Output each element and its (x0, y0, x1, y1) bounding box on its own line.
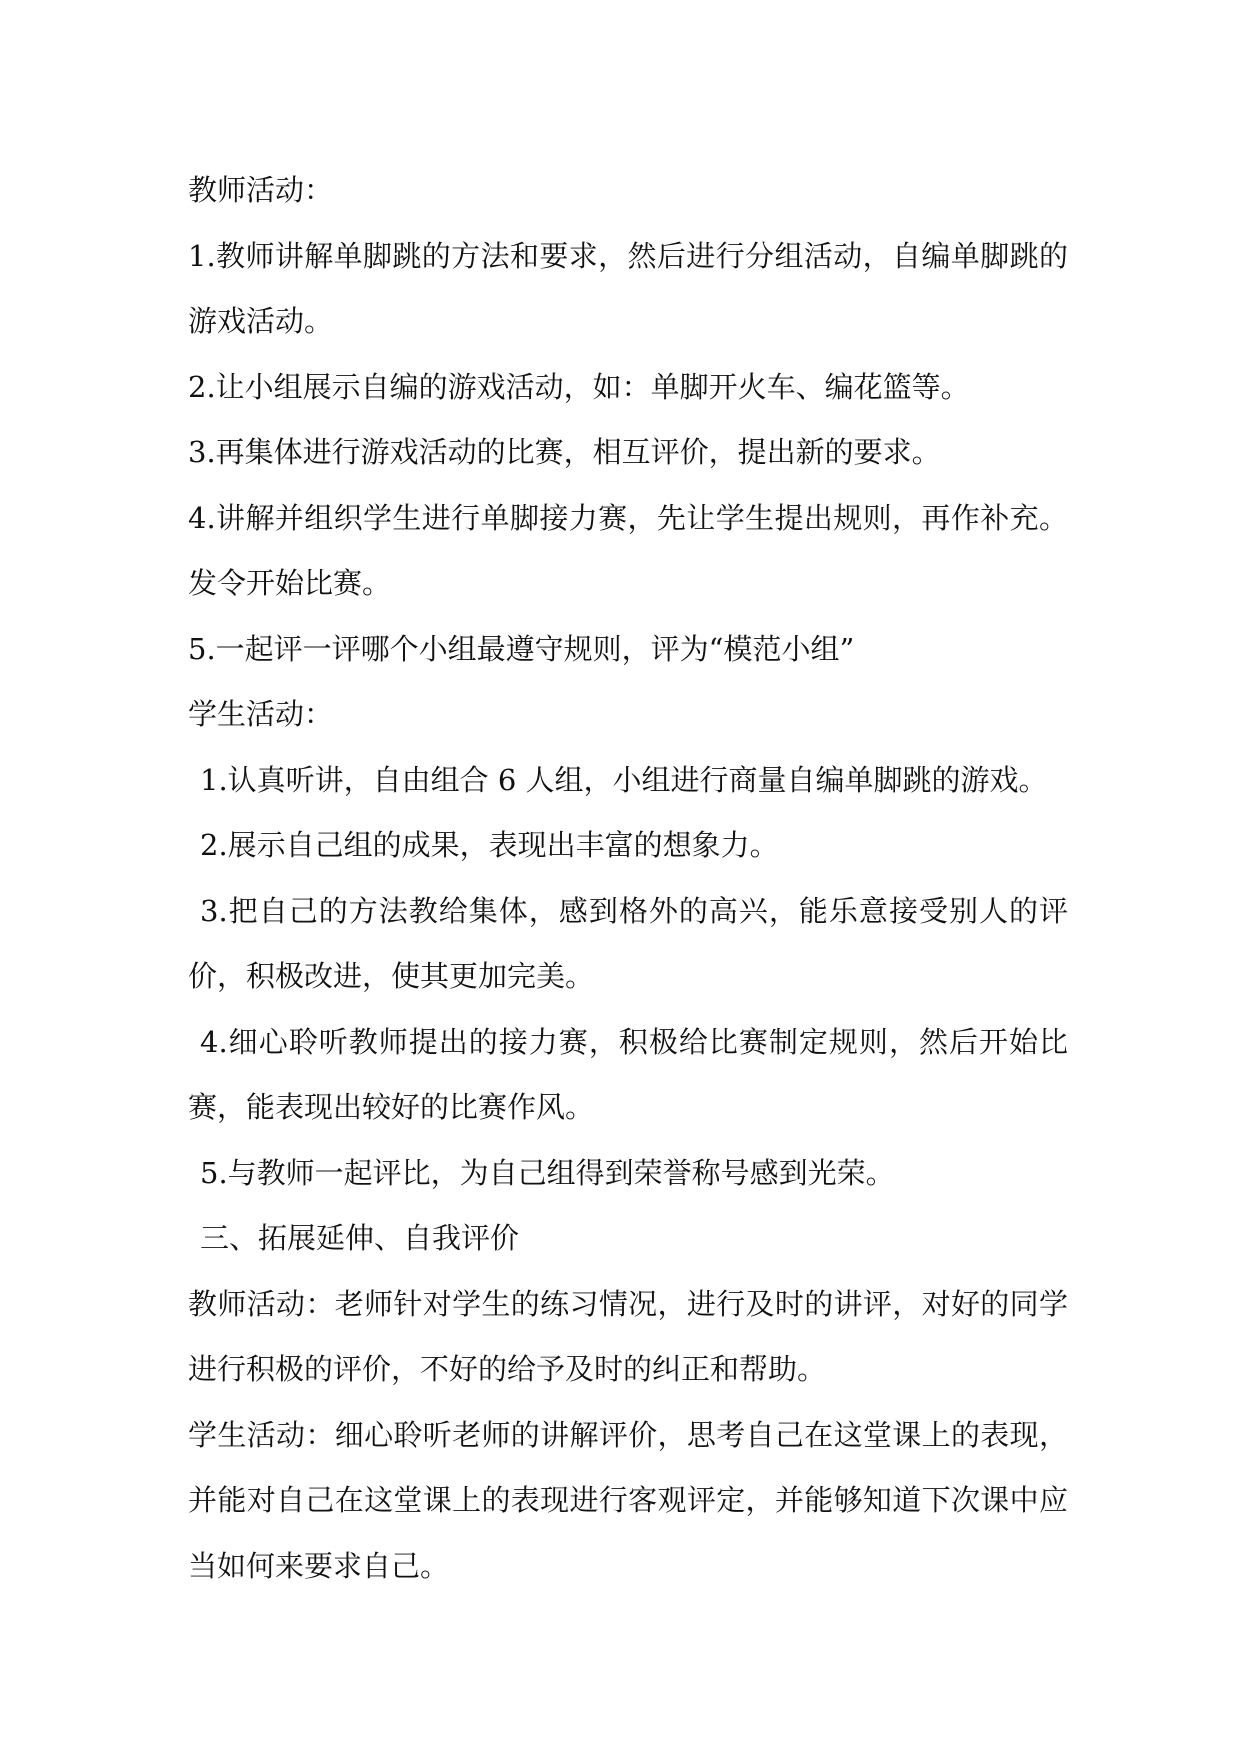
text-line: 5.与教师一起评比，为自己组得到荣誉称号感到光荣。 (200, 1155, 895, 1190)
text-line: 价，积极改进，使其更加完美。 (188, 959, 595, 993)
text-line: 游戏活动。 (188, 304, 334, 338)
text-line: 2.让小组展示自编的游戏活动，如：单脚开火车、编花篮等。 (188, 369, 970, 404)
text-line: 并能对自己在这堂课上的表现进行客观评定，并能够知道下次课中应 (188, 1483, 1068, 1517)
text-line: 学生活动： (188, 697, 334, 731)
text-line: 教师活动： (188, 173, 334, 207)
text-line: 当如何来要求自己。 (188, 1548, 450, 1583)
text-line: 3.把自己的方法教给集体，感到格外的高兴，能乐意接受别人的评 (200, 893, 1068, 928)
text-line: 发令开始比赛。 (188, 566, 392, 600)
text-line: 5.一起评一评哪个小组最遵守规则，评为“模范小组” (188, 631, 855, 666)
text-line: 3.再集体进行游戏活动的比赛，相互评价，提出新的要求。 (188, 435, 941, 469)
text-line: 教师活动：老师针对学生的练习情况，进行及时的讲评，对好的同学 (188, 1286, 1068, 1321)
text-line: 进行积极的评价，不好的给予及时的纠正和帮助。 (188, 1352, 827, 1386)
text-line: 2.展示自己组的成果，表现出丰富的想象力。 (200, 828, 779, 862)
text-line: 三、拓展延伸、自我评价 (200, 1221, 520, 1255)
text-line: 赛，能表现出较好的比赛作风。 (188, 1090, 595, 1124)
text-line: 学生活动：细心聆听老师的讲解评价，思考自己在这堂课上的表现， (188, 1417, 1068, 1452)
document-body (188, 158, 1068, 1599)
text-line: 4.细心聆听教师提出的接力赛，积极给比赛制定规则，然后开始比 (200, 1024, 1068, 1059)
text-line: 1.教师讲解单脚跳的方法和要求，然后进行分组活动，自编单脚跳的 (188, 238, 1068, 273)
text-line: 1.认真听讲，自由组合 6 人组，小组进行商量自编单脚跳的游戏。 (200, 762, 1048, 797)
text-line: 4.讲解并组织学生进行单脚接力赛，先让学生提出规则，再作补充。 (188, 500, 1068, 535)
